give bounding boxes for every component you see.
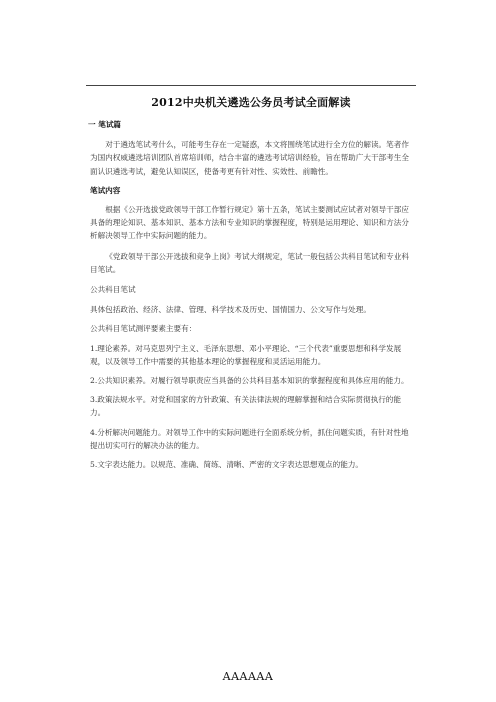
page-footer: AAAAAA bbox=[222, 670, 274, 683]
list-item: 2.公共知识素养。对履行领导职责应当具备的公共科目基本知识的掌握程度和具体应用的能力。 bbox=[90, 376, 409, 386]
list-item: 5.文字表达能力。以规范、准确、简练、清晰、严密的文字表达思想观点的能力。 bbox=[90, 460, 364, 470]
content-heading: 笔试内容 bbox=[90, 185, 121, 195]
document-body bbox=[90, 118, 415, 471]
list-item: 3.政策法规水平。对党和国家的方针政策、有关法律法规的理解掌握和结合实际贯彻执行的能力。 bbox=[90, 395, 401, 418]
list-item: 4.分析解决问题能力。对领导工作中的实际问题进行全面系统分析，抓住问题实质，有针对性地提出切实可行的解决办法的能力。 bbox=[90, 427, 409, 450]
outline-paragraph: 《党政领导干部公开选拔和竞争上岗》考试大纲规定，笔试一般包括公共科目笔试和专业科目笔试。 bbox=[90, 251, 409, 274]
section-heading: 一 笔试篇 bbox=[88, 120, 122, 129]
rule-paragraph: 根据《公开选拔党政领导干部工作暂行规定》第十五条，笔试主要测试应试者对领导干部应具备的理论知识、基本知识、基本方法和专业知识的掌握程度，特别是运用理论、知识和方法分析解决领导工作中实际问题的能力。 bbox=[90, 205, 409, 241]
scope-paragraph: 具体包括政治、经济、法律、管理、科学技术及历史、国情国力、公文写作与处理。 bbox=[90, 305, 371, 315]
public-subject-label: 公共科目笔试 bbox=[90, 285, 136, 295]
elements-intro: 公共科目笔试测评要素主要有： bbox=[90, 324, 197, 334]
page-title: 2012中央机关遴选公务员考试全面解读 bbox=[151, 96, 351, 109]
list-item: 1.理论素养。对马克思列宁主义、毛泽东思想、邓小平理论、“三个代表”重要思想和科学发展观，以及领导工作中需要的其他基本理论的掌握程度和灵活运用能力。 bbox=[90, 343, 402, 366]
intro-paragraph: 对于遴选笔试考什么，可能考生存在一定疑惑，本文将围绕笔试进行全方位的解读。笔者作为国内权威遴选培训团队首席培训师，结合丰富的遴选考试培训经验，旨在帮助广大干部考生全面认识遴选考试，避免认知误区，使备考更有针对性、实效性、前瞻性。 bbox=[90, 140, 409, 176]
top-rule bbox=[86, 85, 416, 86]
